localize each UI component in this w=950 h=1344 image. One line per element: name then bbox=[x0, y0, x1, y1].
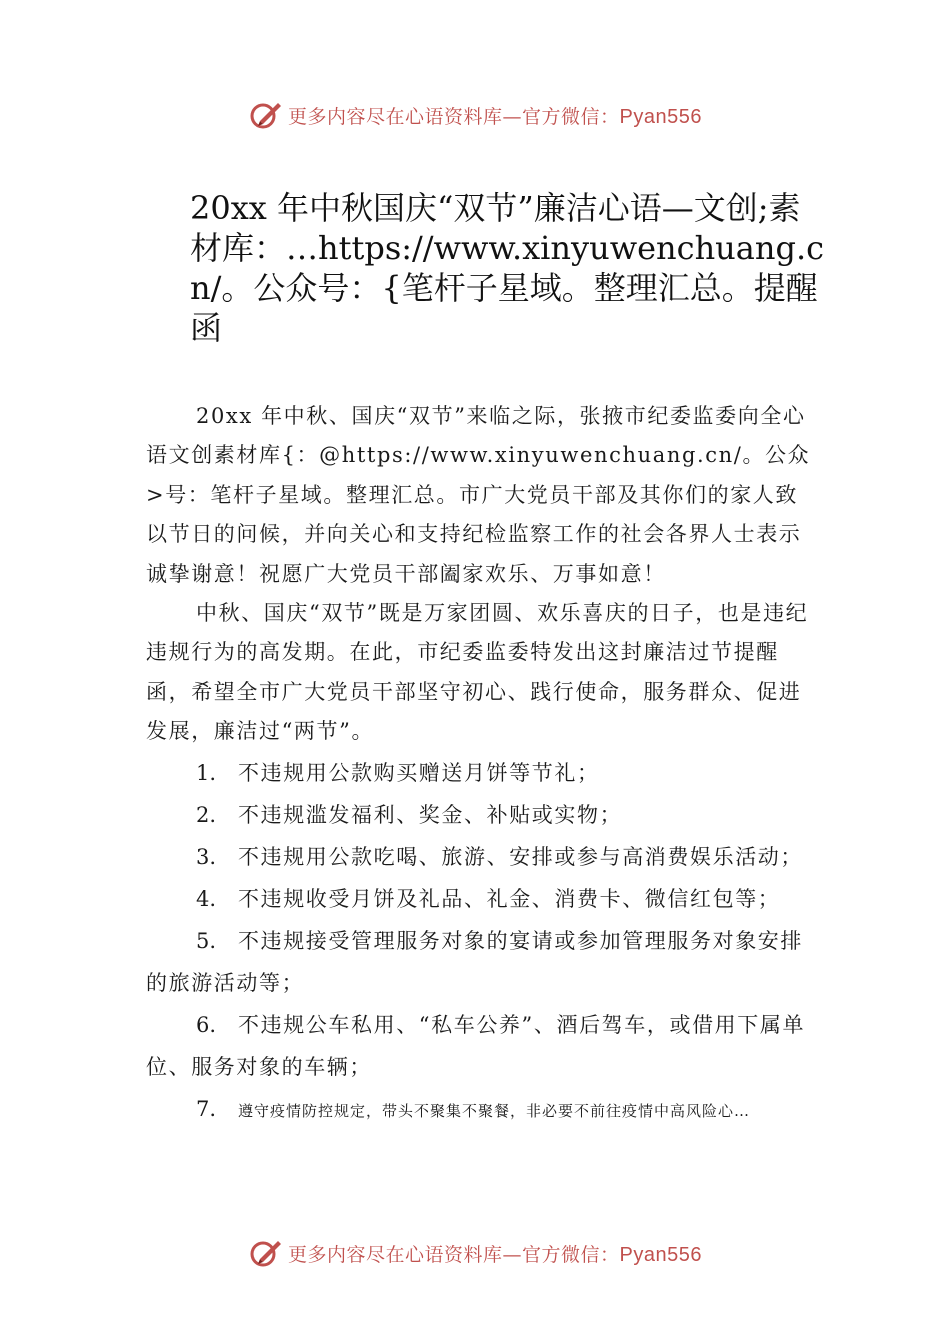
list-item-number: 5. bbox=[196, 928, 217, 953]
header-wechat-id: Pyan556 bbox=[619, 105, 702, 128]
list-item bbox=[146, 1088, 812, 1132]
list-item-text: 不违规公车私用、“私车公养”、酒后驾车，或借用下属单位、服务对象的车辆； bbox=[146, 1012, 806, 1079]
header-banner-text bbox=[288, 102, 702, 129]
footer-banner-label: 更多内容尽在心语资料库—官方微信： bbox=[288, 1243, 620, 1266]
pen-logo-icon bbox=[248, 1235, 284, 1271]
header-banner-label: 更多内容尽在心语资料库—官方微信： bbox=[288, 105, 620, 128]
list-item-text: 遵守疫情防控规定，带头不聚集不聚餐，非必要不前往疫情中高风险心… bbox=[238, 1101, 751, 1120]
list-item-text: 不违规用公款购买赠送月饼等节礼； bbox=[238, 760, 600, 785]
pen-logo-icon bbox=[248, 97, 284, 133]
list-item-number: 1. bbox=[196, 760, 217, 785]
list-item-number: 6. bbox=[196, 1012, 217, 1037]
list-item-number: 4. bbox=[196, 886, 217, 911]
list-item-text: 不违规滥发福利、奖金、补贴或实物； bbox=[238, 802, 623, 827]
list-item bbox=[146, 794, 812, 836]
list-item-text: 不违规用公款吃喝、旅游、安排或参与高消费娱乐活动； bbox=[238, 844, 803, 869]
list-item-number: 3. bbox=[196, 844, 217, 869]
list-item-number: 7. bbox=[196, 1096, 217, 1121]
list-item bbox=[146, 920, 812, 1004]
document-body bbox=[146, 397, 812, 1132]
list-item bbox=[146, 1004, 812, 1088]
header-banner bbox=[0, 95, 950, 135]
footer-banner bbox=[0, 1233, 950, 1273]
list-item-text: 不违规收受月饼及礼品、礼金、消费卡、微信红包等； bbox=[238, 886, 781, 911]
body-paragraph: 中秋、国庆“双节”既是万家团圆、欢乐喜庆的日子，也是违纪违规行为的高发期。在此，市纪委监委特发出这封廉洁过节提醒函，希望全市广大党员干部坚守初心、践行使命，服务群众、促进发展，廉洁过“两节”。 bbox=[146, 601, 809, 744]
body-paragraph: 20xx 年中秋、国庆“双节”来临之际，张掖市纪委监委向全心语文创素材库{：@https://www.xinyuwenchuang.cn/。公众>号：笔杆子星域。整理汇总。市广大党员干部及其你们的家人致以节日的问候，并向关心和支持纪检监察工作的社会各界人士表示诚挚谢意！祝愿广大党员干部阖家欢乐、万事如意！ bbox=[146, 404, 811, 586]
list-item-number: 2. bbox=[196, 802, 217, 827]
footer-wechat-id: Pyan556 bbox=[619, 1243, 702, 1266]
footer-banner-text bbox=[288, 1240, 702, 1267]
list-item bbox=[146, 836, 812, 878]
document-title: 20xx 年中秋国庆“双节”廉洁心语—文创;素材库：…https://www.xinyuwenchuang.cn/。公众号：{笔杆子星域。整理汇总。提醒函 bbox=[190, 189, 825, 347]
list-item bbox=[146, 878, 812, 920]
list-item-text: 不违规接受管理服务对象的宴请或参加管理服务对象安排的旅游活动等； bbox=[146, 928, 803, 995]
list-item bbox=[146, 752, 812, 794]
